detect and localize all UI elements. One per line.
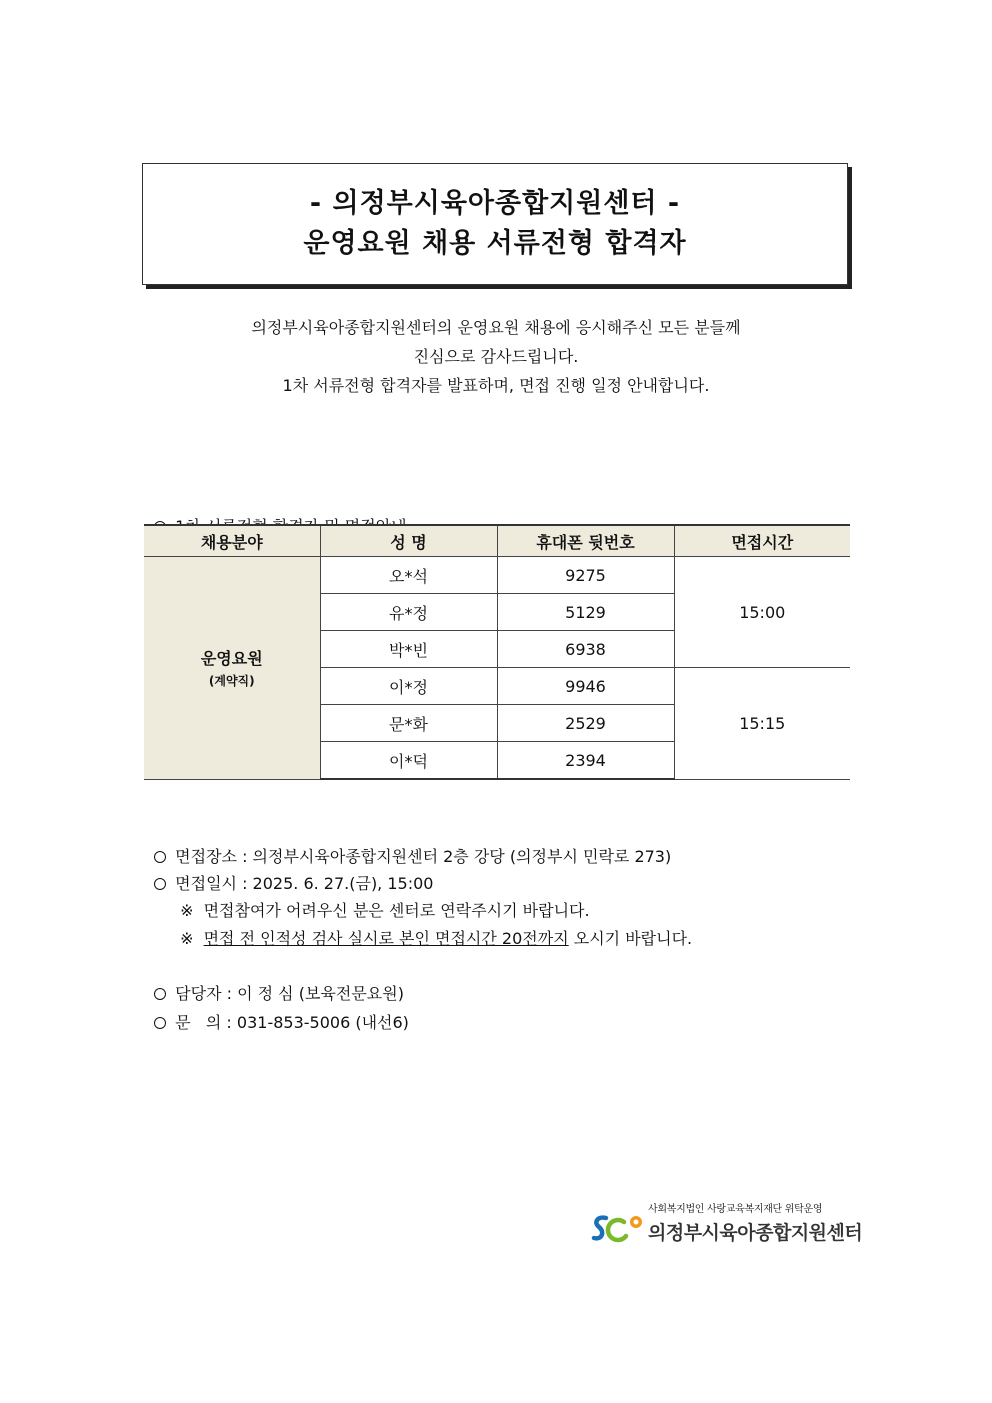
intro-line: 의정부시육아종합지원센터의 운영요원 채용에 응시해주신 모든 분들께 — [251, 318, 741, 337]
phone-cell: 2529 — [497, 705, 674, 742]
note-2-underlined: 면접 전 인적성 검사 실시로 본인 면접시간 20전까지 — [203, 929, 569, 948]
table-header-row — [144, 525, 850, 557]
intro-line: 진심으로 감사드립니다. — [413, 347, 579, 366]
name-cell: 문*화 — [320, 705, 497, 742]
name-cell: 이*정 — [320, 668, 497, 705]
phone-cell: 5129 — [497, 594, 674, 631]
logo-center-name: 의정부시육아종합지원센터 — [648, 1222, 863, 1244]
title-line-1: - 의정부시육아종합지원센터 - — [309, 188, 681, 219]
intro-line: 1차 서류전형 합격자를 발표하며, 면접 진행 일정 안내합니다. — [282, 376, 710, 395]
note-1: ※ 면접참여가 어려우신 분은 센터로 연락주시기 바랍니다. — [180, 901, 590, 920]
info-location: 면접장소 : 의정부시육아종합지원센터 2층 강당 (의정부시 민락로 273) — [144, 824, 671, 868]
phone-cell: 9946 — [497, 668, 674, 705]
field-label: 운영요원 — [200, 649, 263, 669]
time-cell: 15:15 — [674, 668, 850, 780]
name-cell: 이*덕 — [320, 742, 497, 780]
field-cell — [144, 557, 320, 780]
reference-mark-icon: ※ — [180, 929, 194, 948]
intro-text — [142, 313, 850, 400]
name-cell: 박*빈 — [320, 631, 497, 668]
title-box — [142, 163, 848, 285]
results-table — [144, 524, 850, 780]
phone-cell: 9275 — [497, 557, 674, 594]
center-logo — [590, 1204, 863, 1248]
logo-operator-text: 사회복지법인 사랑교육복지재단 위탁운영 — [648, 1204, 823, 1215]
info-date: 면접일시 : 2025. 6. 27.(금), 15:00 — [144, 851, 433, 895]
phone-cell: 6938 — [497, 631, 674, 668]
header-phone: 휴대폰 뒷번호 — [497, 525, 674, 557]
name-cell: 유*정 — [320, 594, 497, 631]
note-2 — [170, 906, 692, 950]
phone-cell: 2394 — [497, 742, 674, 780]
name-cell: 오*석 — [320, 557, 497, 594]
header-time: 면접시간 — [674, 525, 850, 557]
circle-bullet-icon — [154, 878, 166, 890]
header-name: 성 명 — [320, 525, 497, 557]
header-field: 채용분야 — [144, 525, 320, 557]
note-2-rest: 오시기 바랍니다. — [568, 929, 693, 948]
contact-person: 담당자 : 이 정 심 (보육전문요원) — [144, 961, 404, 1005]
inquiry: 문 의 : 031-853-5006 (내선6) — [144, 990, 409, 1034]
title-line-2: 운영요원 채용 서류전형 합격자 — [303, 228, 687, 259]
field-sub-label: (계약직) — [208, 674, 255, 689]
center-logo-icon — [590, 1210, 646, 1246]
circle-bullet-icon — [154, 1017, 166, 1029]
reference-mark-icon: ※ — [180, 901, 194, 920]
table-row — [144, 557, 850, 594]
time-cell: 15:00 — [674, 557, 850, 668]
